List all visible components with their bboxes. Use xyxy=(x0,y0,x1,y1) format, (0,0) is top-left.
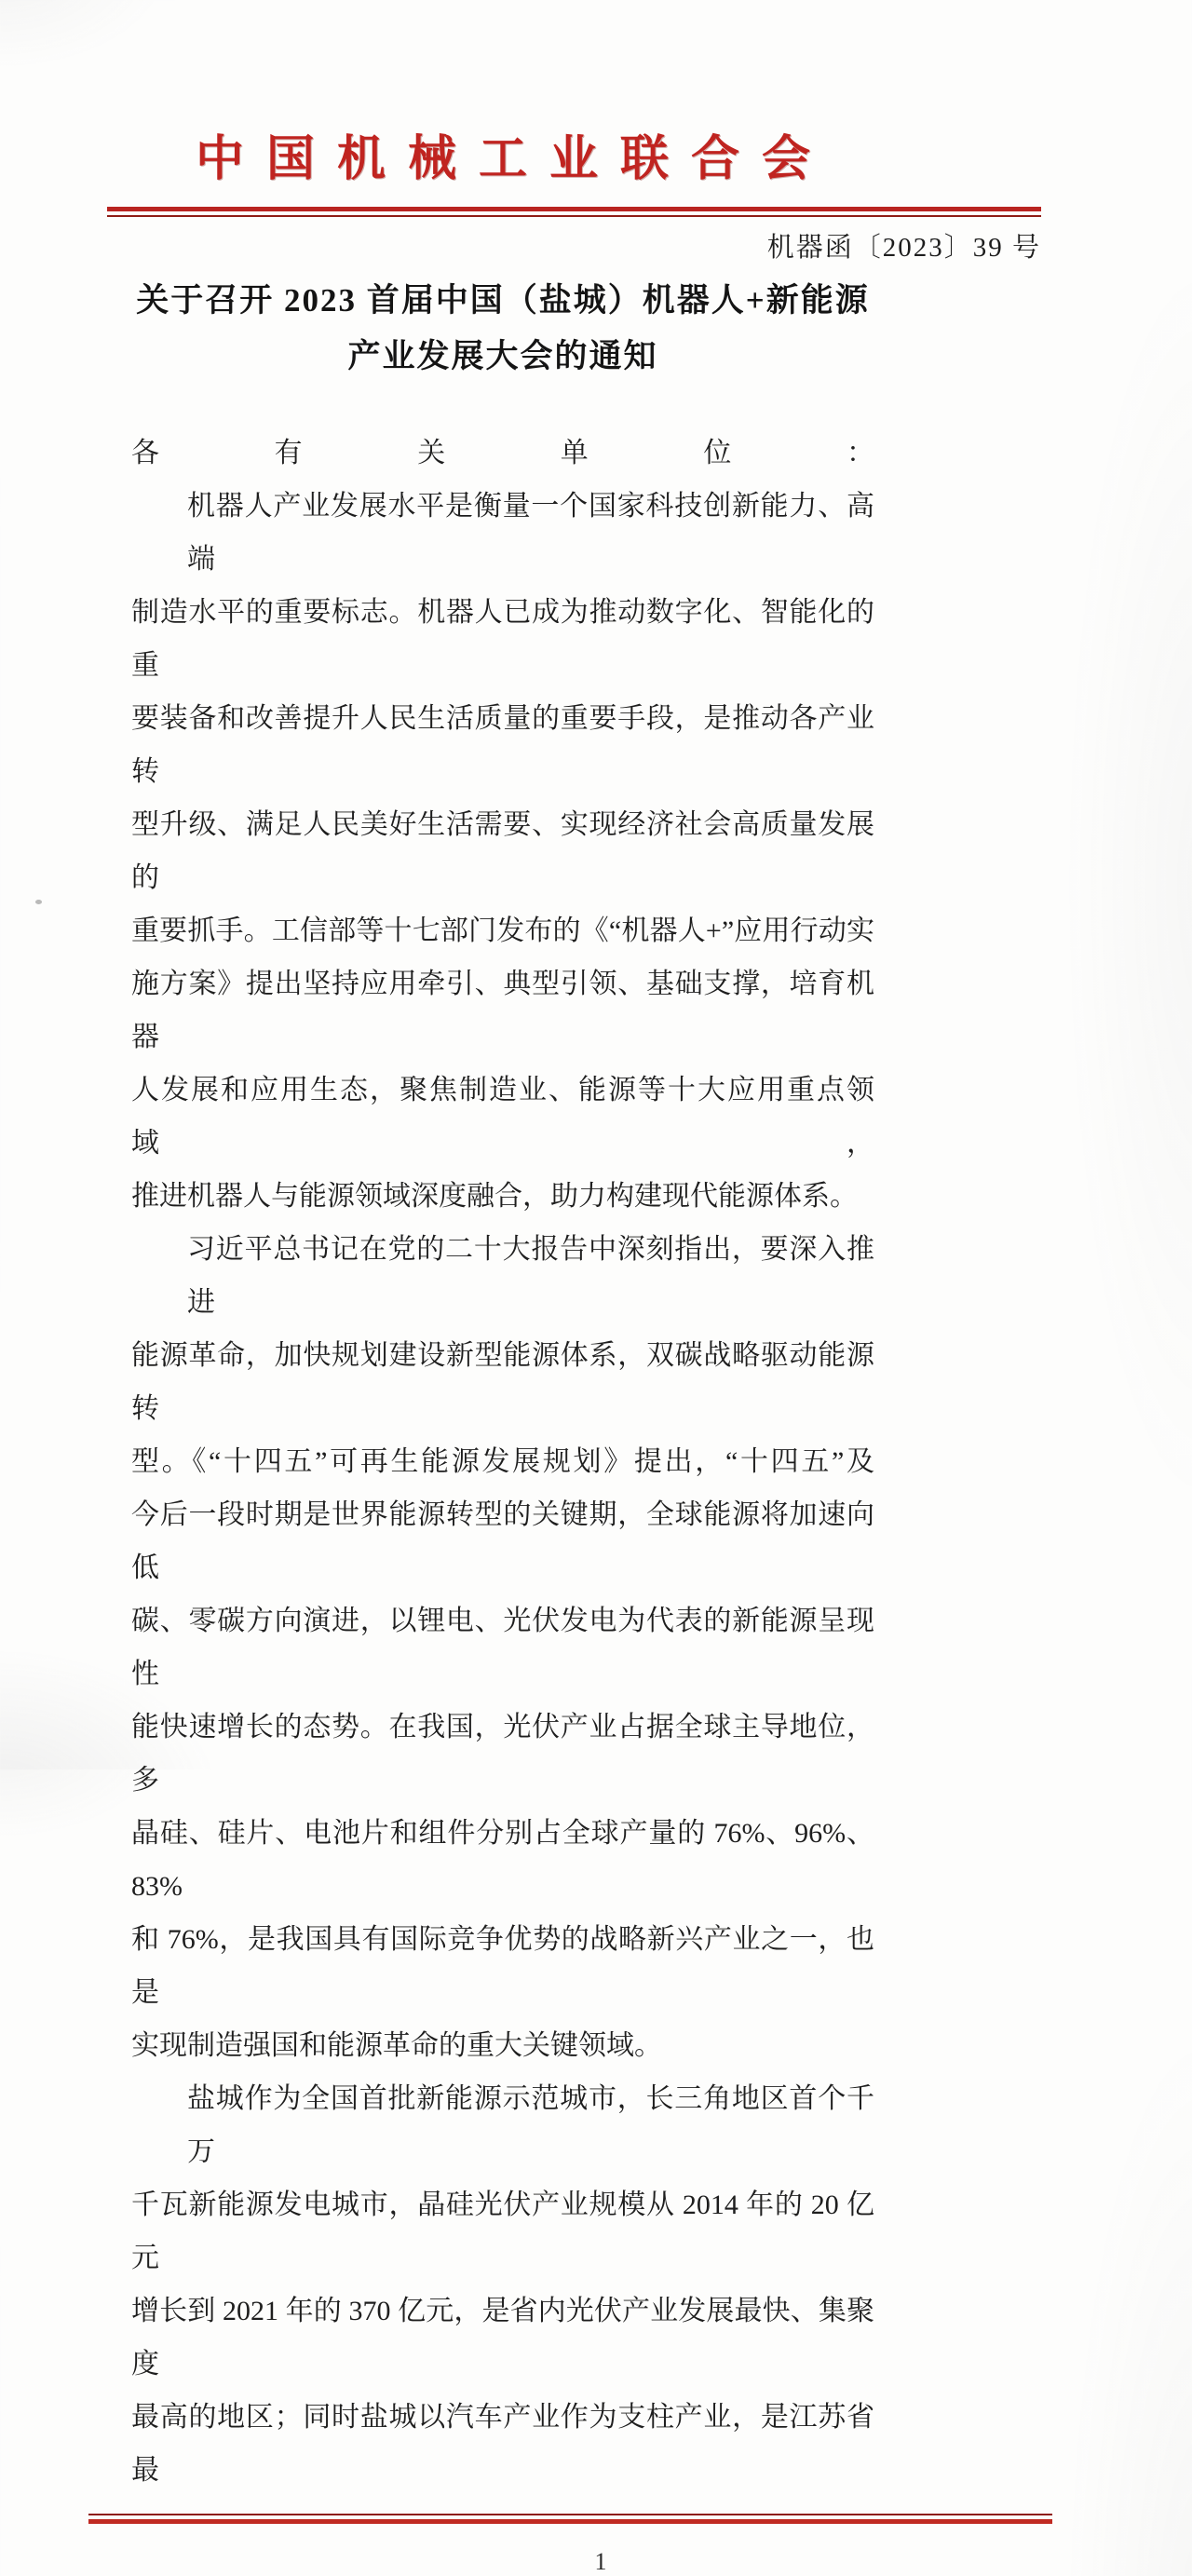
body-line: 施方案》提出坚持应用牵引、典型引领、基础支撑，培育机器 xyxy=(131,969,874,1052)
document-title xyxy=(130,273,875,385)
body-line: 型。《“十四五”可再生能源发展规划》提出，“十四五”及 xyxy=(131,1446,874,1477)
header-red-rule xyxy=(107,207,1041,217)
footer-red-rule xyxy=(88,2514,1052,2524)
document-body xyxy=(131,427,874,2497)
paragraph-3 xyxy=(131,2072,874,2497)
paragraph-1 xyxy=(131,480,874,1223)
body-line: 千瓦新能源发电城市，晶硅光伏产业规模从 2014 年的 20 亿元 xyxy=(131,2190,874,2273)
body-line: 晶硅、硅片、电池片和组件分别占全球产量的 76%、96%、83% xyxy=(131,1818,874,1902)
body-line: 能快速增长的态势。在我国，光伏产业占据全球主导地位，多 xyxy=(131,1712,874,1796)
body-line: 和 76%，是我国具有国际竞争优势的战略新兴产业之一，也是 xyxy=(131,1924,874,2008)
org-name-header: 中国机械工业联合会 xyxy=(195,133,833,186)
scan-artifact-dot xyxy=(35,900,42,904)
body-line: 今后一段时期是世界能源转型的关键期，全球能源将加速向低 xyxy=(131,1499,874,1583)
body-line: 人发展和应用生态，聚焦制造业、能源等十大应用重点领域， xyxy=(131,1075,874,1159)
body-line: 盐城作为全国首批新能源示范城市，长三角地区首个千万 xyxy=(187,2083,874,2167)
footer-rule-thick-line xyxy=(88,2519,1052,2524)
body-line: 能源革命，加快规划建设新型能源体系，双碳战略驱动能源转 xyxy=(131,1340,874,1424)
salutation: 各有关单位： xyxy=(131,438,874,468)
body-line: 推进机器人与能源领域深度融合，助力构建现代能源体系。 xyxy=(131,1181,858,1212)
body-line: 重要抓手。工信部等十七部门发布的《“机器人+”应用行动实 xyxy=(131,915,874,946)
document-title-line2: 产业发展大会的通知 xyxy=(347,338,658,374)
body-line: 碳、零碳方向演进，以锂电、光伏发电为代表的新能源呈现性 xyxy=(131,1606,874,1689)
header-rule-thin-line xyxy=(107,215,1041,217)
body-line: 要装备和改善提升人民生活质量的重要手段，是推动各产业转 xyxy=(131,703,874,787)
page-number: 1 xyxy=(594,2548,607,2575)
body-line: 机器人产业发展水平是衡量一个国家科技创新能力、高端 xyxy=(187,491,874,575)
paragraph-2 xyxy=(131,1223,874,2072)
body-line: 增长到 2021 年的 370 亿元，是省内光伏产业发展最快、集聚度 xyxy=(131,2296,874,2379)
body-line: 型升级、满足人民美好生活需要、实现经济社会高质量发展的 xyxy=(131,809,874,893)
body-line: 制造水平的重要标志。机器人已成为推动数字化、智能化的重 xyxy=(131,597,874,681)
body-line: 习近平总书记在党的二十大报告中深刻指出，要深入推进 xyxy=(187,1234,874,1318)
body-line: 实现制造强国和能源革命的重大关键领域。 xyxy=(131,2030,662,2061)
document-number: 机器函〔2023〕39 号 xyxy=(766,233,1041,263)
body-line: 最高的地区；同时盐城以汽车产业作为支柱产业，是江苏省最 xyxy=(131,2402,874,2486)
document-title-line1: 关于召开 2023 首届中国（盐城）机器人+新能源 xyxy=(136,282,870,319)
